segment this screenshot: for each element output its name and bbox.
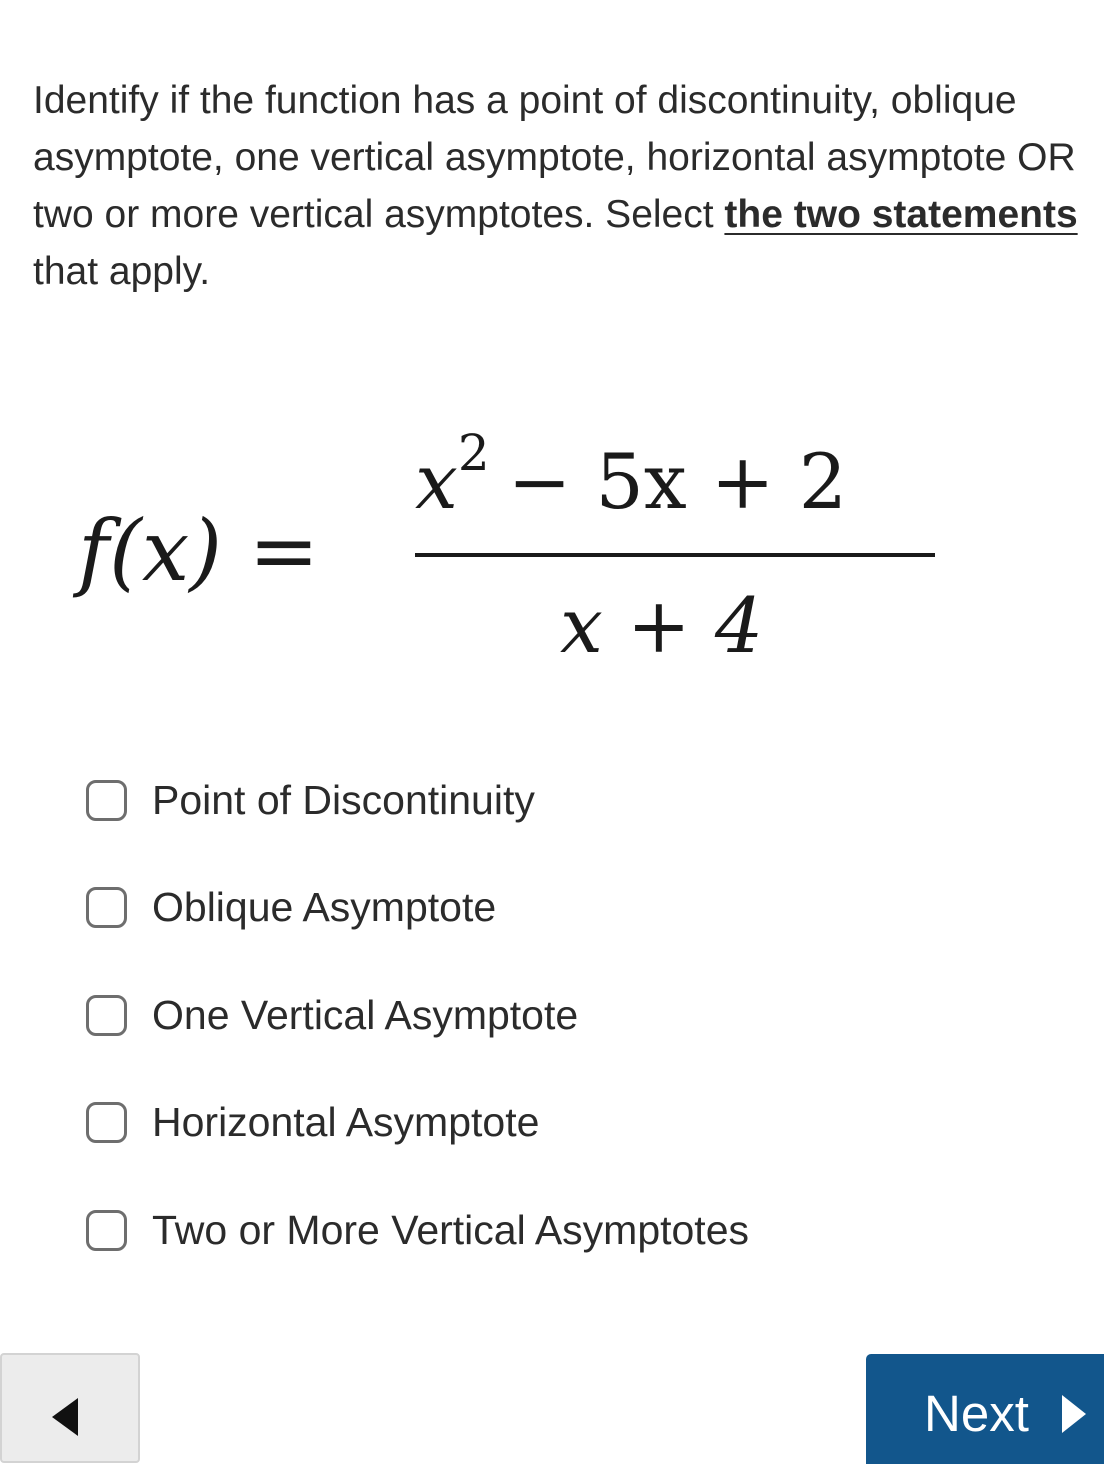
choice-two-or-more-vertical-asymptotes[interactable]	[86, 1200, 986, 1260]
choice-label[interactable]: Horizontal Asymptote	[152, 1099, 540, 1145]
next-button[interactable]	[866, 1354, 1104, 1464]
question-emphasis: the two statements	[724, 193, 1078, 236]
formula-denominator: x + 4	[560, 581, 764, 670]
formula-numerator	[415, 424, 847, 526]
triangle-left-icon	[52, 1398, 78, 1436]
formula-graphic	[70, 400, 970, 700]
numerator-base: x	[415, 437, 458, 526]
function-formula	[70, 400, 970, 700]
formula-lhs: f(x) =	[78, 502, 320, 600]
choice-label[interactable]: One Vertical Asymptote	[152, 991, 579, 1038]
checkbox-icon[interactable]	[86, 780, 127, 821]
checkbox-icon[interactable]	[86, 887, 127, 928]
next-label: Next	[924, 1385, 1029, 1442]
back-button[interactable]	[0, 1353, 140, 1463]
choice-point-of-discontinuity[interactable]	[86, 770, 986, 830]
question-prompt	[33, 72, 1083, 300]
checkbox-icon[interactable]	[86, 995, 127, 1036]
checkbox-icon[interactable]	[86, 1210, 127, 1251]
choice-horizontal-asymptote[interactable]	[86, 1093, 986, 1153]
numerator-exponent: 2	[457, 424, 490, 482]
answer-choices	[86, 770, 986, 1308]
question-text-end: that apply.	[33, 250, 211, 293]
choice-label[interactable]: Oblique Asymptote	[152, 884, 497, 930]
question-text: Identify if the function has a point of discontinuity, oblique asymptote, one vertical asymptote, horizontal asymptote OR two or more vertical asymptotes. Select	[33, 79, 1076, 236]
choice-oblique-asymptote[interactable]	[86, 878, 986, 938]
triangle-right-icon	[1062, 1395, 1086, 1433]
choice-one-vertical-asymptote[interactable]	[86, 985, 986, 1045]
checkbox-icon[interactable]	[86, 1102, 127, 1143]
numerator-rest: − 5x + 2	[507, 437, 848, 526]
choice-label[interactable]: Point of Discontinuity	[152, 776, 535, 823]
choice-label[interactable]: Two or More Vertical Asymptotes	[152, 1206, 750, 1253]
